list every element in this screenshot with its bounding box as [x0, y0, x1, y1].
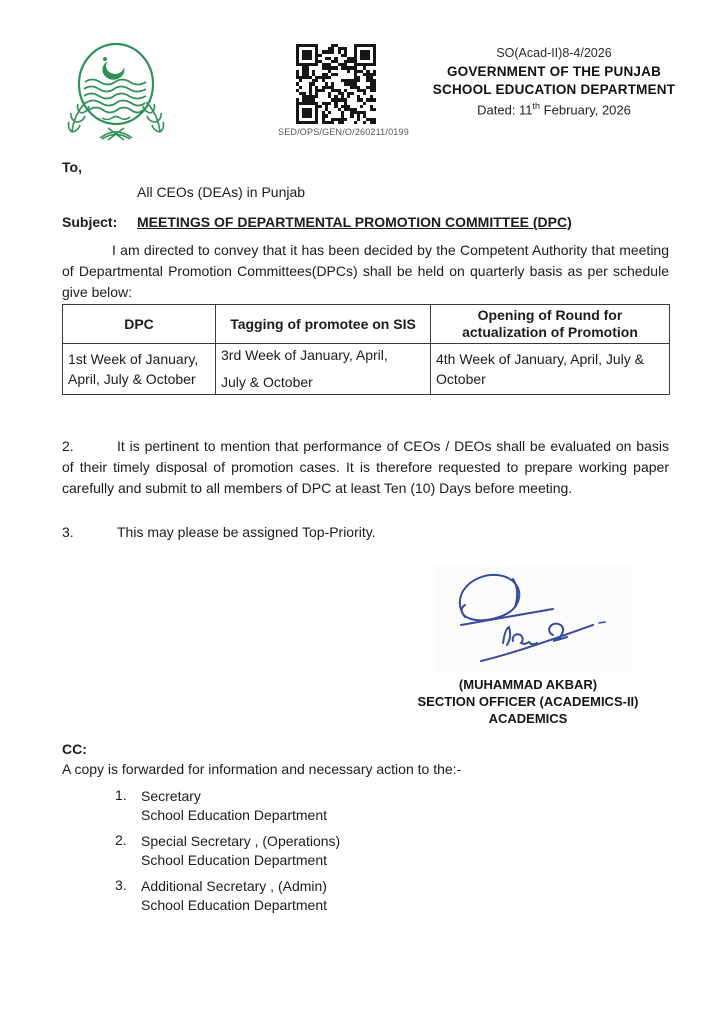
cc-item-recipient: Special Secretary , (Operations): [141, 833, 341, 849]
cc-item-recipient: Additional Secretary , (Admin): [141, 878, 327, 894]
cc-item-recipient: Secretary: [141, 788, 201, 804]
punjab-government-logo: [58, 40, 174, 144]
header-tagging: Tagging of promotee on SIS: [216, 305, 431, 344]
header-opening: Opening of Round for actualization of Promotion: [431, 305, 670, 344]
cc-item-number: 1.: [115, 787, 127, 803]
schedule-table: [62, 304, 670, 395]
qr-code: [296, 44, 376, 124]
table-row: [63, 344, 670, 395]
cell-opening: 4th Week of January, April, July & October: [431, 344, 670, 395]
qr-caption: SED/OPS/GEN/O/260211/0199: [278, 127, 409, 137]
letterhead: [432, 46, 676, 117]
cc-item-number: 2.: [115, 832, 127, 848]
tagging-line1: 3rd Week of January, April,: [221, 347, 388, 363]
government-line: GOVERNMENT OF THE PUNJAB: [446, 64, 662, 79]
subject-text: MEETINGS OF DEPARTMENTAL PROMOTION COMMITTEE (DPC): [137, 214, 572, 230]
cc-item-department: School Education Department: [141, 852, 327, 868]
cc-label: CC:: [62, 741, 87, 757]
qr-block: [278, 44, 409, 137]
signatory-name: (MUHAMMAD AKBAR): [458, 677, 598, 692]
date-month-year: February, 2026: [540, 102, 631, 118]
cc-item-department: School Education Department: [141, 807, 327, 823]
paragraph-3: [62, 522, 669, 543]
reference-number: SO(Acad-II)8-4/2026: [496, 46, 612, 60]
cc-section: [62, 741, 662, 922]
signatory-title: SECTION OFFICER (ACADEMICS-II): [417, 694, 639, 709]
paragraph-2-text: It is pertinent to mention that performance of CEOs / DEOs shall be evaluated on basis of their timely disposal of promotion cases. It is therefore requested to prepare working paper carefully and submit to all members of DPC at least Ten (10) Days before meeting.: [62, 438, 669, 496]
header-dpc: DPC: [63, 305, 216, 344]
cell-dpc: 1st Week of January, April, July & October: [63, 344, 216, 395]
addressee: All CEOs (DEAs) in Punjab: [137, 184, 306, 200]
signature-ink: [435, 565, 631, 673]
date-day: Dated: 11: [477, 102, 533, 118]
tagging-line2: July & October: [221, 374, 313, 390]
cc-intro: A copy is forwarded for information and necessary action to the:-: [62, 761, 462, 777]
date-ordinal: th: [532, 101, 541, 111]
table-header-row: [63, 305, 670, 344]
department-line: SCHOOL EDUCATION DEPARTMENT: [432, 82, 676, 97]
subject-row: [62, 214, 668, 230]
paragraph-2: [62, 436, 669, 499]
cc-item: [62, 787, 662, 825]
letter-date: [432, 101, 676, 117]
signature-block: [408, 676, 648, 727]
cell-tagging: [216, 344, 431, 395]
paragraph-3-text: This may please be assigned Top-Priority.: [117, 524, 376, 540]
cc-item: [62, 877, 662, 915]
signatory-department: ACADEMICS: [488, 711, 568, 726]
crest-icon: [58, 40, 174, 144]
paragraph-1: I am directed to convey that it has been decided by the Competent Authority that meeting of Departmental Promotion Committees(DPCs) shall be held on quarterly basis as per schedule give below:: [62, 242, 669, 300]
cc-item: [62, 832, 662, 870]
subject-label: Subject:: [62, 214, 118, 230]
cc-item-number: 3.: [115, 877, 127, 893]
cc-item-department: School Education Department: [141, 897, 327, 913]
paragraph-3-number: 3.: [62, 524, 74, 540]
to-label: To,: [62, 159, 82, 175]
paragraph-2-number: 2.: [62, 438, 74, 454]
signature-image: [435, 565, 631, 673]
